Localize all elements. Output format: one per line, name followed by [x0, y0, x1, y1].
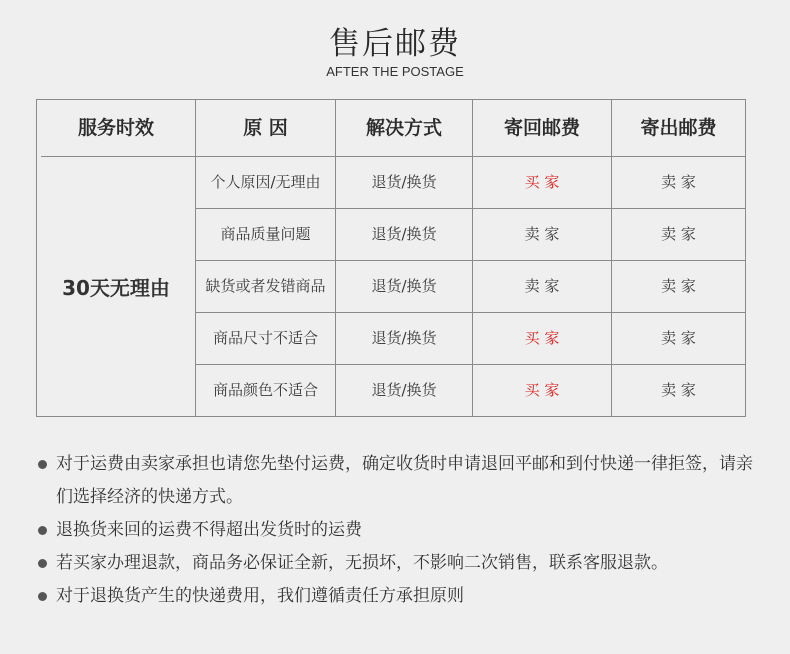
list-item — [38, 514, 754, 547]
header-send-fee: 寄出邮费 — [640, 117, 717, 139]
return-fee-cell: 卖 家 — [524, 277, 560, 295]
solution-cell: 退货/换货 — [371, 381, 437, 399]
page-subtitle: AFTER THE POSTAGE — [326, 64, 464, 79]
bullet-icon — [38, 592, 47, 601]
header-return-fee: 寄回邮费 — [503, 117, 580, 139]
send-fee-cell: 卖 家 — [661, 173, 696, 191]
reason-cell: 商品颜色不适合 — [212, 381, 318, 399]
reason-cell: 个人原因/无理由 — [210, 173, 321, 191]
bullet-icon — [38, 559, 47, 568]
reason-cell: 缺货或者发错商品 — [205, 277, 326, 295]
solution-cell: 退货/换货 — [371, 329, 437, 347]
notes-list — [38, 448, 754, 613]
reason-cell: 商品质量问题 — [220, 225, 311, 243]
list-item — [38, 580, 754, 613]
page-title: 售后邮费 — [329, 26, 461, 62]
note-text: 退换货来回的运费不得超出发货时的运费 — [56, 520, 362, 540]
note-text: 若买家办理退款，商品务必保证全新，无损坏，不影响二次销售，联系客服退款。 — [56, 553, 668, 573]
note-text: 对于退换货产生的快递费用，我们遵循责任方承担原则 — [56, 586, 464, 606]
header-reason: 原 因 — [243, 117, 288, 139]
solution-cell: 退货/换货 — [371, 277, 437, 295]
send-fee-cell: 卖 家 — [661, 329, 696, 347]
service-time-cell: 30天无理由 — [62, 275, 170, 300]
postage-table — [36, 99, 746, 417]
list-item — [38, 547, 754, 580]
solution-cell: 退货/换货 — [371, 225, 437, 243]
send-fee-cell: 卖 家 — [661, 277, 696, 295]
return-fee-cell: 卖 家 — [524, 225, 560, 243]
header-solution: 解决方式 — [365, 117, 442, 139]
list-item — [38, 448, 754, 514]
note-text: 对于运费由卖家承担也请您先垫付运费，确定收货时申请退回平邮和到付快递一律拒签，请亲们选择经济的快递方式。 — [56, 454, 753, 507]
return-fee-cell: 买 家 — [524, 381, 560, 399]
return-fee-cell: 买 家 — [524, 173, 560, 191]
reason-cell: 商品尺寸不适合 — [212, 329, 318, 347]
send-fee-cell: 卖 家 — [661, 225, 696, 243]
solution-cell: 退货/换货 — [371, 173, 437, 191]
bullet-icon — [38, 460, 47, 469]
header-service-time: 服务时效 — [77, 117, 154, 139]
send-fee-cell: 卖 家 — [661, 381, 696, 399]
bullet-icon — [38, 526, 47, 535]
return-fee-cell: 买 家 — [524, 329, 560, 347]
